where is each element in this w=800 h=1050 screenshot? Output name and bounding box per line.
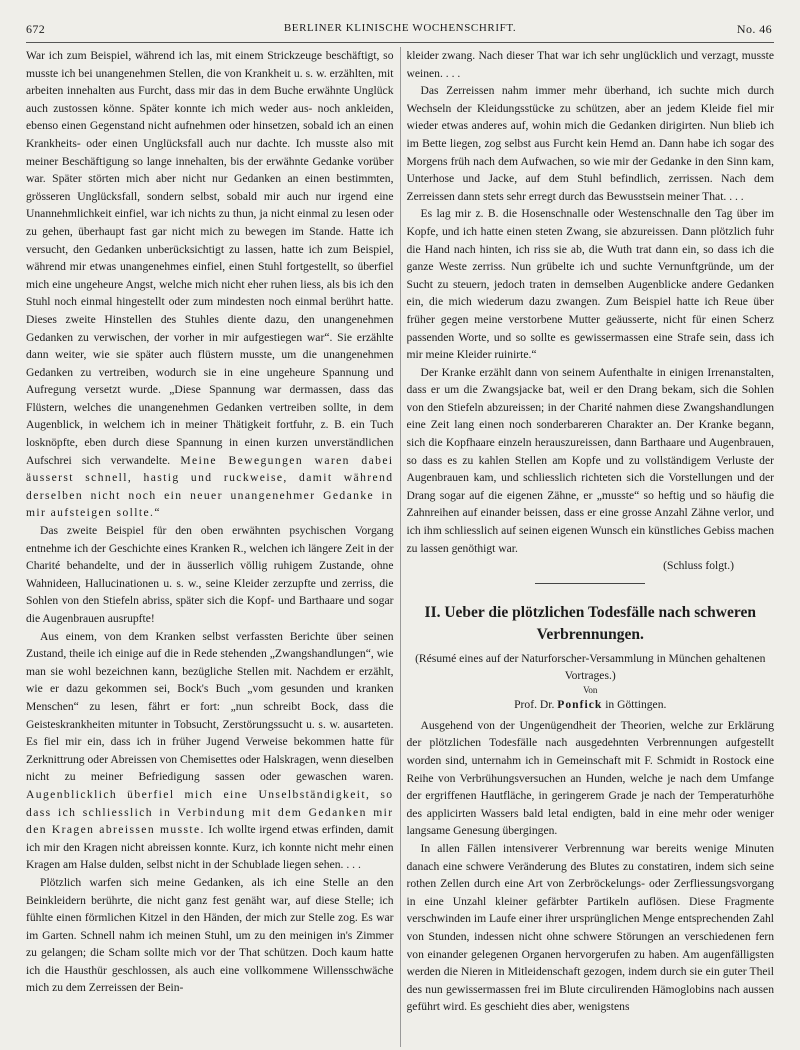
text-columns bbox=[26, 47, 774, 1047]
paragraph-text: Ich wollte irgend etwas erfinden, damit ich mir den Kragen nicht abreissen konnte. Kurz, ich konnte nicht mehr einen Kragen am Halse dulden, selbst nicht in der Schublade liegen sehen. . . . bbox=[26, 823, 394, 872]
article-von: Von bbox=[583, 684, 598, 695]
column-divider bbox=[400, 47, 401, 1047]
article-author bbox=[407, 696, 775, 713]
journal-title: BERLINER KLINISCHE WOCHENSCHRIFT. bbox=[283, 22, 517, 34]
right-column bbox=[407, 47, 775, 1047]
author-name: Ponfick bbox=[557, 697, 603, 711]
author-prefix: Prof. Dr. bbox=[514, 697, 555, 711]
paragraph: kleider zwang. Nach dieser That war ich sehr unglücklich und verzagt, musste weinen. . . . bbox=[406, 49, 774, 80]
spaced-emphasis: Augenblicklich überfiel mich eine Unselbständigkeit, so dass ich schliesslich in Verbindung mit dem Gedanken mir den Kragen abreissen musste. bbox=[26, 787, 394, 837]
paragraph bbox=[26, 628, 394, 874]
paragraph: Das zweite Beispiel für den oben erwähnten psychischen Vorgang entnehme ich der Geschichte eines Kranken R., welchen ich längere Zeit in der Charité behandelte, und der in äusserlich völlig ruhigem Zustande, ohne Wahnideen, Hallucinationen u. s. w., seine Kleider zerzupfte und zerriss, die Sohlen von den Stiefeln abriss, später sich die Kopf- und Barthaare und sogar die Augenbrauen ausrupfte! bbox=[26, 524, 394, 625]
paragraph: Plötzlich warfen sich meine Gedanken, als ich eine Stelle an den Beinkleidern berührte, die nicht ganz fest genäht war, auf diese Stelle; ich fühlte einen förmlichen Kitzel in den Händen, der mich zur Stelle zog. Es war im Garten. Schnell nahm ich meinen Stuhl, um zu den meinigen in's Zimmer zu gelangen; die Scham sollte mich vor der That schützen. Doch kaum hatte ich die Hausthür geschlossen, als auch eine vollkommene Willensschwäche mich zu dem Zerreissen der Bein- bbox=[26, 875, 394, 995]
paragraph: Das Zerreissen nahm immer mehr überhand, ich suchte mich durch Wechseln der Kleidungsstücke zu schützen, aber an jedem Kleide fiel mir wieder etwas anderes auf, wohin mich die Gedanken dirigirten. Nun blieb ich im Bette liegen, zog selbst aus Furcht kein Hemd an. Dann habe ich sogar des Morgens früh nach dem Aufwachen, so wie mir der Gedanke in den Sinn kam, Unterhose und Jacke, auf dem Stuhl befindlich, zerrissen. Nach dem Zerreissen dann stets sehr erregt durch das Bewusstsein meiner That. . . . bbox=[406, 84, 774, 203]
article-title: II. Ueber die plötzlichen Todesfälle nach schweren Verbrennungen. bbox=[424, 603, 756, 643]
left-column bbox=[26, 47, 394, 1047]
paragraph: Es lag mir z. B. die Hosenschnalle oder Westenschnalle den Tag über im Kopfe, und ich hatte einen steten Zwang, sie abzureissen. Dann plötzlich fuhr die Hand nach hinten, ich riss sie ab, die Wuth trat dann ein, so dass ich die ganze Weste zerriss. Nun grübelte ich und suchte Vernunftgründe, um der Sucht zu steuern, jedoch traten in demselben Augenblicke andere Gedanken ein, die mich wiederum dazu zwangen. Zum Beispiel hatte ich Reue über früher gegen meine verstorbene Mutter geäusserte, nicht für einen Scherz passenden Worte, und so sollte es gewissermassen eine Strafe sein, dass ich mir meine Kleider ruinirte.“ bbox=[406, 207, 774, 362]
author-suffix: in Göttingen. bbox=[605, 697, 667, 711]
section-rule bbox=[535, 583, 645, 584]
continuation-note: (Schluss folgt.) bbox=[663, 559, 734, 573]
page-header bbox=[26, 18, 774, 40]
paragraph bbox=[26, 47, 394, 522]
article-subtitle: (Résumé eines auf der Naturforscher-Versammlung in München gehaltenen Vortrages.) bbox=[415, 651, 766, 682]
spaced-emphasis: Meine Bewegungen waren dabei äusserst schnell, hastig und ruckweise, damit während derselben nicht noch ein neuer unangenehmer Gedanke in mir aufsteigen sollte.“ bbox=[26, 453, 394, 520]
paragraph: Ausgehend von der Ungenügendheit der Theorien, welche zur Erklärung der plötzlichen Todesfälle nach ausgedehnten Verbrennungen aufgestellt worden sind, unternahm ich in Gemeinschaft mit F. Schmidt in Rostock eine Reihe von Verbrühungsversuchen an Hunden, welche je nach dem Umfange der ergriffenen Hautfläche, in geringerem Grade je nach der Temperaturhöhe des applicirten Wassers bald letal endigten, bald in eine mehr oder weniger langsame Genesung übergingen. bbox=[406, 718, 774, 838]
page-number: 672 bbox=[26, 22, 46, 36]
paragraph: In allen Fällen intensiverer Verbrennung war bereits wenige Minuten danach eine schwere Veränderung des Blutes zu constatiren, indem sich seine rothen Zellen durch eine Art von Zerbröckelungs- oder Zerfliessungsvorgang in eine Unzahl kleiner gefärbter Partikeln auflösen. Diese Fragmente verschwinden im Laufe einer ihrer ursprünglichen Menge entsprechenden Zahl von Stunden, indessen nicht ohne schwere Störungen an verschiedenen fern von einander gelegenen Organen hervorgerufen zu haben. Am augenfälligsten werden die Nieren in Mitleidenschaft gezogen, indem durch sie ein guter Theil des nun gewissermassen frei im Blute circulirenden Hämoglobins nach aussen geführt wird. Es geschieht dies aber, wenigstens bbox=[406, 841, 774, 1014]
paragraph: Der Kranke erzählt dann von seinem Aufenthalte in einigen Irrenanstalten, dass er um die Zwangsjacke bat, weil er den Drang bekam, sich die Sohlen von den Stiefeln abzureissen; in der Charité nahmen diese Zwangshandlungen eine Zeit lang einen noch sonderbareren Charakter an. Der Kranke begann, sich die Kopfhaare einzeln herauszureissen, dann Barthaare und Augenbrauen, so dass es zu kahlen Stellen am Kopfe und zu vollständigem Verluste der Augenbrauen kam, und schliesslich richteten sich die Vorstellungen und der Drang sogar auf die eigenen Zähne, er „musste“ so heftig und so häufig die Zahnreihen auf einander beissen, dass er eine grosse Anzahl Zähne verlor, und ich ihm schliesslich auf seinen eigenen Wunsch ein künstliches Gebiss machen zu lassen genöthigt war. bbox=[406, 365, 774, 555]
paragraph-text: War ich zum Beispiel, während ich las, mit einem Strickzeuge beschäftigt, so musste ich bei unangenehmen Stellen, die von Krankheit u. s. w. erzählten, mit arbeiten innehalten aus Furcht, dass mir das in dem Buche erwähnte Unglück auch zustossen könne. Später konnte ich mich weder aus- noch ankleiden, ebenso einen Gegenstand nicht aufnehmen oder hinsetzen, sobald ich an einen Krankheits- oder einen Unglücksfall auch nur dachte. Ich musste also mit meiner Beschäftigung so lange innehalten, bis der erwähnte Gedanke vorüber war. Später störten mich aber nicht nur Gedanken an einen bestimmten, grösseren Unglücksfall, sondern selbst, sobald mir auch nur irgend eine Unannehmlichkeit einfiel, war ich nichts zu thun, ja nicht einmal zu lesen oder zu gehen, überhaupt fast gar nicht mich zu bewegen im Stande. Hatte ich versucht, den Gedanken unberücksichtigt zu lassen, hatte ich zum Beispiel, während mir etwas unangenehmes einfiel, einen Stuhl fortgestellt, so überfiel mich eine ungeheure Angst, welche mich nicht eher ruhen liess, als bis ich den Stuhl noch einmal hingestellt oder zum mindesten noch einmal berührt hatte. Dieses zweite Hinstellen des Stuhles diente dazu, den unangenehmen Gedanken zu verwischen, der vorher in mir aufgestiegen war“. Sie erzählte dann weiter, wie sie später auch flüstern musste, um die unangenehmen Gedanken zu vertreiben, wodurch sie in eine ungeheure Spannung und Aufregung versetzt wurde. „Diese Spannung war dermassen, dass das Flüstern, welches die unangenehmen Gedanken vertreiben sollte, in dem Augenblick, in welchem ich in meiner Thätigkeit fortfuhr, z. B. ein Tuch losknöpfte, eben durch diese Spannung in einen kurzen unverständlichen Aufschrei sich verwandelte. bbox=[26, 49, 394, 467]
header-rule bbox=[26, 42, 774, 43]
paragraph-text: Aus einem, von dem Kranken selbst verfassten Berichte über seinen Zustand, theile ich einige auf die in Rede stehenden „Zwangshandlungen“, wie man sie wohl bezeichnen kann, bezügliche Stellen mit. Nachdem er erzählt, wie er dazu gekommen sei, Bock's Buch „vom gesunden und kranken Menschen“ zu lesen, fährt er fort: „nun schreibt Bock, dass die Geisteskrankheiten mitunter in Tobsucht, Zerstörungssucht u. s. w. ausarteten. Es fiel mir ein, dass ich in früher Jugend Verweise bekommen hatte für Zerknittrung oder Abreissen von Chemisettes oder Halskragen, wenn dieselben nicht zu meiner Befriedigung sassen oder gewaschen waren. bbox=[26, 629, 394, 784]
issue-number: No. 46 bbox=[736, 22, 772, 36]
